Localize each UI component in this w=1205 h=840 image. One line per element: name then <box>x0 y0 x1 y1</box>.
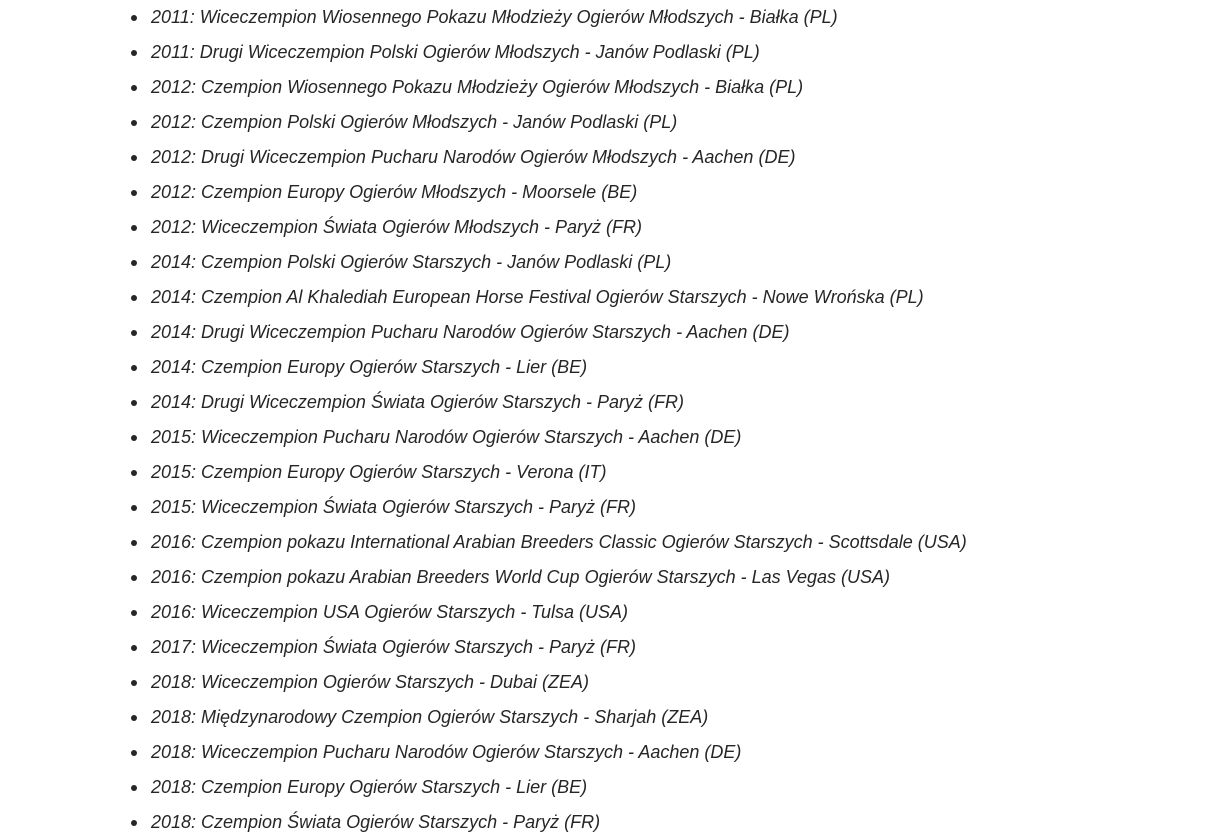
award-text: 2014: Czempion Al Khalediah European Horse Festival Ogierów Starszych - Nowe Wrońska (PL) <box>151 287 924 307</box>
list-item <box>0 560 1205 595</box>
list-item <box>0 420 1205 455</box>
bullet-icon <box>131 260 137 266</box>
award-text: 2018: Czempion Europy Ogierów Starszych - Lier (BE) <box>151 777 588 797</box>
list-item <box>0 385 1205 420</box>
list-item <box>0 350 1205 385</box>
list-item <box>0 805 1205 840</box>
list-item <box>0 315 1205 350</box>
award-text: 2011: Wiceczempion Wiosennego Pokazu Młodzieży Ogierów Młodszych - Białka (PL) <box>151 7 838 27</box>
list-item <box>0 140 1205 175</box>
list-item <box>0 525 1205 560</box>
list-item <box>0 700 1205 735</box>
list-item <box>0 70 1205 105</box>
bullet-icon <box>131 645 137 651</box>
bullet-icon <box>131 750 137 756</box>
list-item <box>0 595 1205 630</box>
bullet-icon <box>131 15 137 21</box>
bullet-icon <box>131 400 137 406</box>
bullet-icon <box>131 680 137 686</box>
bullet-icon <box>131 435 137 441</box>
award-text: 2012: Czempion Europy Ogierów Młodszych - Moorsele (BE) <box>151 182 638 202</box>
bullet-icon <box>131 50 137 56</box>
award-text: 2015: Wiceczempion Pucharu Narodów Ogierów Starszych - Aachen (DE) <box>151 427 742 447</box>
list-item <box>0 105 1205 140</box>
award-text: 2015: Wiceczempion Świata Ogierów Starszych - Paryż (FR) <box>151 497 636 517</box>
list-item <box>0 735 1205 770</box>
bullet-icon <box>131 505 137 511</box>
bullet-icon <box>131 715 137 721</box>
list-item <box>0 490 1205 525</box>
award-text: 2016: Wiceczempion USA Ogierów Starszych - Tulsa (USA) <box>151 602 628 622</box>
list-item <box>0 35 1205 70</box>
award-text: 2015: Czempion Europy Ogierów Starszych - Verona (IT) <box>151 462 607 482</box>
list-item <box>0 665 1205 700</box>
bullet-icon <box>131 540 137 546</box>
bullet-icon <box>131 470 137 476</box>
list-item <box>0 245 1205 280</box>
award-text: 2014: Drugi Wiceczempion Świata Ogierów Starszych - Paryż (FR) <box>151 392 685 412</box>
bullet-icon <box>131 120 137 126</box>
award-text: 2012: Drugi Wiceczempion Pucharu Narodów Ogierów Młodszych - Aachen (DE) <box>151 147 796 167</box>
list-item <box>0 210 1205 245</box>
award-text: 2018: Czempion Świata Ogierów Starszych - Paryż (FR) <box>151 812 601 832</box>
award-text: 2012: Czempion Polski Ogierów Młodszych - Janów Podlaski (PL) <box>151 112 678 132</box>
list-item <box>0 455 1205 490</box>
bullet-icon <box>131 85 137 91</box>
bullet-icon <box>131 155 137 161</box>
bullet-icon <box>131 295 137 301</box>
bullet-icon <box>131 820 137 826</box>
bullet-icon <box>131 610 137 616</box>
bullet-icon <box>131 225 137 231</box>
award-text: 2016: Czempion pokazu International Arabian Breeders Classic Ogierów Starszych - Scottsdale (USA) <box>151 532 967 552</box>
award-text: 2014: Drugi Wiceczempion Pucharu Narodów Ogierów Starszych - Aachen (DE) <box>151 322 790 342</box>
list-item <box>0 630 1205 665</box>
award-text: 2014: Czempion Polski Ogierów Starszych - Janów Podlaski (PL) <box>151 252 672 272</box>
bullet-icon <box>131 785 137 791</box>
award-text: 2017: Wiceczempion Świata Ogierów Starszych - Paryż (FR) <box>151 637 636 657</box>
award-text: 2012: Czempion Wiosennego Pokazu Młodzieży Ogierów Młodszych - Białka (PL) <box>151 77 804 97</box>
award-text: 2011: Drugi Wiceczempion Polski Ogierów Młodszych - Janów Podlaski (PL) <box>151 42 760 62</box>
award-text: 2018: Wiceczempion Pucharu Narodów Ogierów Starszych - Aachen (DE) <box>151 742 742 762</box>
list-item <box>0 0 1205 35</box>
bullet-icon <box>131 190 137 196</box>
bullet-icon <box>131 365 137 371</box>
list-item <box>0 175 1205 210</box>
award-text: 2018: Międzynarodowy Czempion Ogierów Starszych - Sharjah (ZEA) <box>151 707 709 727</box>
award-text: 2016: Czempion pokazu Arabian Breeders World Cup Ogierów Starszych - Las Vegas (USA) <box>151 567 891 587</box>
award-text: 2018: Wiceczempion Ogierów Starszych - Dubai (ZEA) <box>151 672 589 692</box>
list-item <box>0 280 1205 315</box>
bullet-icon <box>131 330 137 336</box>
award-text: 2012: Wiceczempion Świata Ogierów Młodszych - Paryż (FR) <box>151 217 642 237</box>
award-text: 2014: Czempion Europy Ogierów Starszych - Lier (BE) <box>151 357 588 377</box>
list-item <box>0 770 1205 805</box>
bullet-icon <box>131 575 137 581</box>
